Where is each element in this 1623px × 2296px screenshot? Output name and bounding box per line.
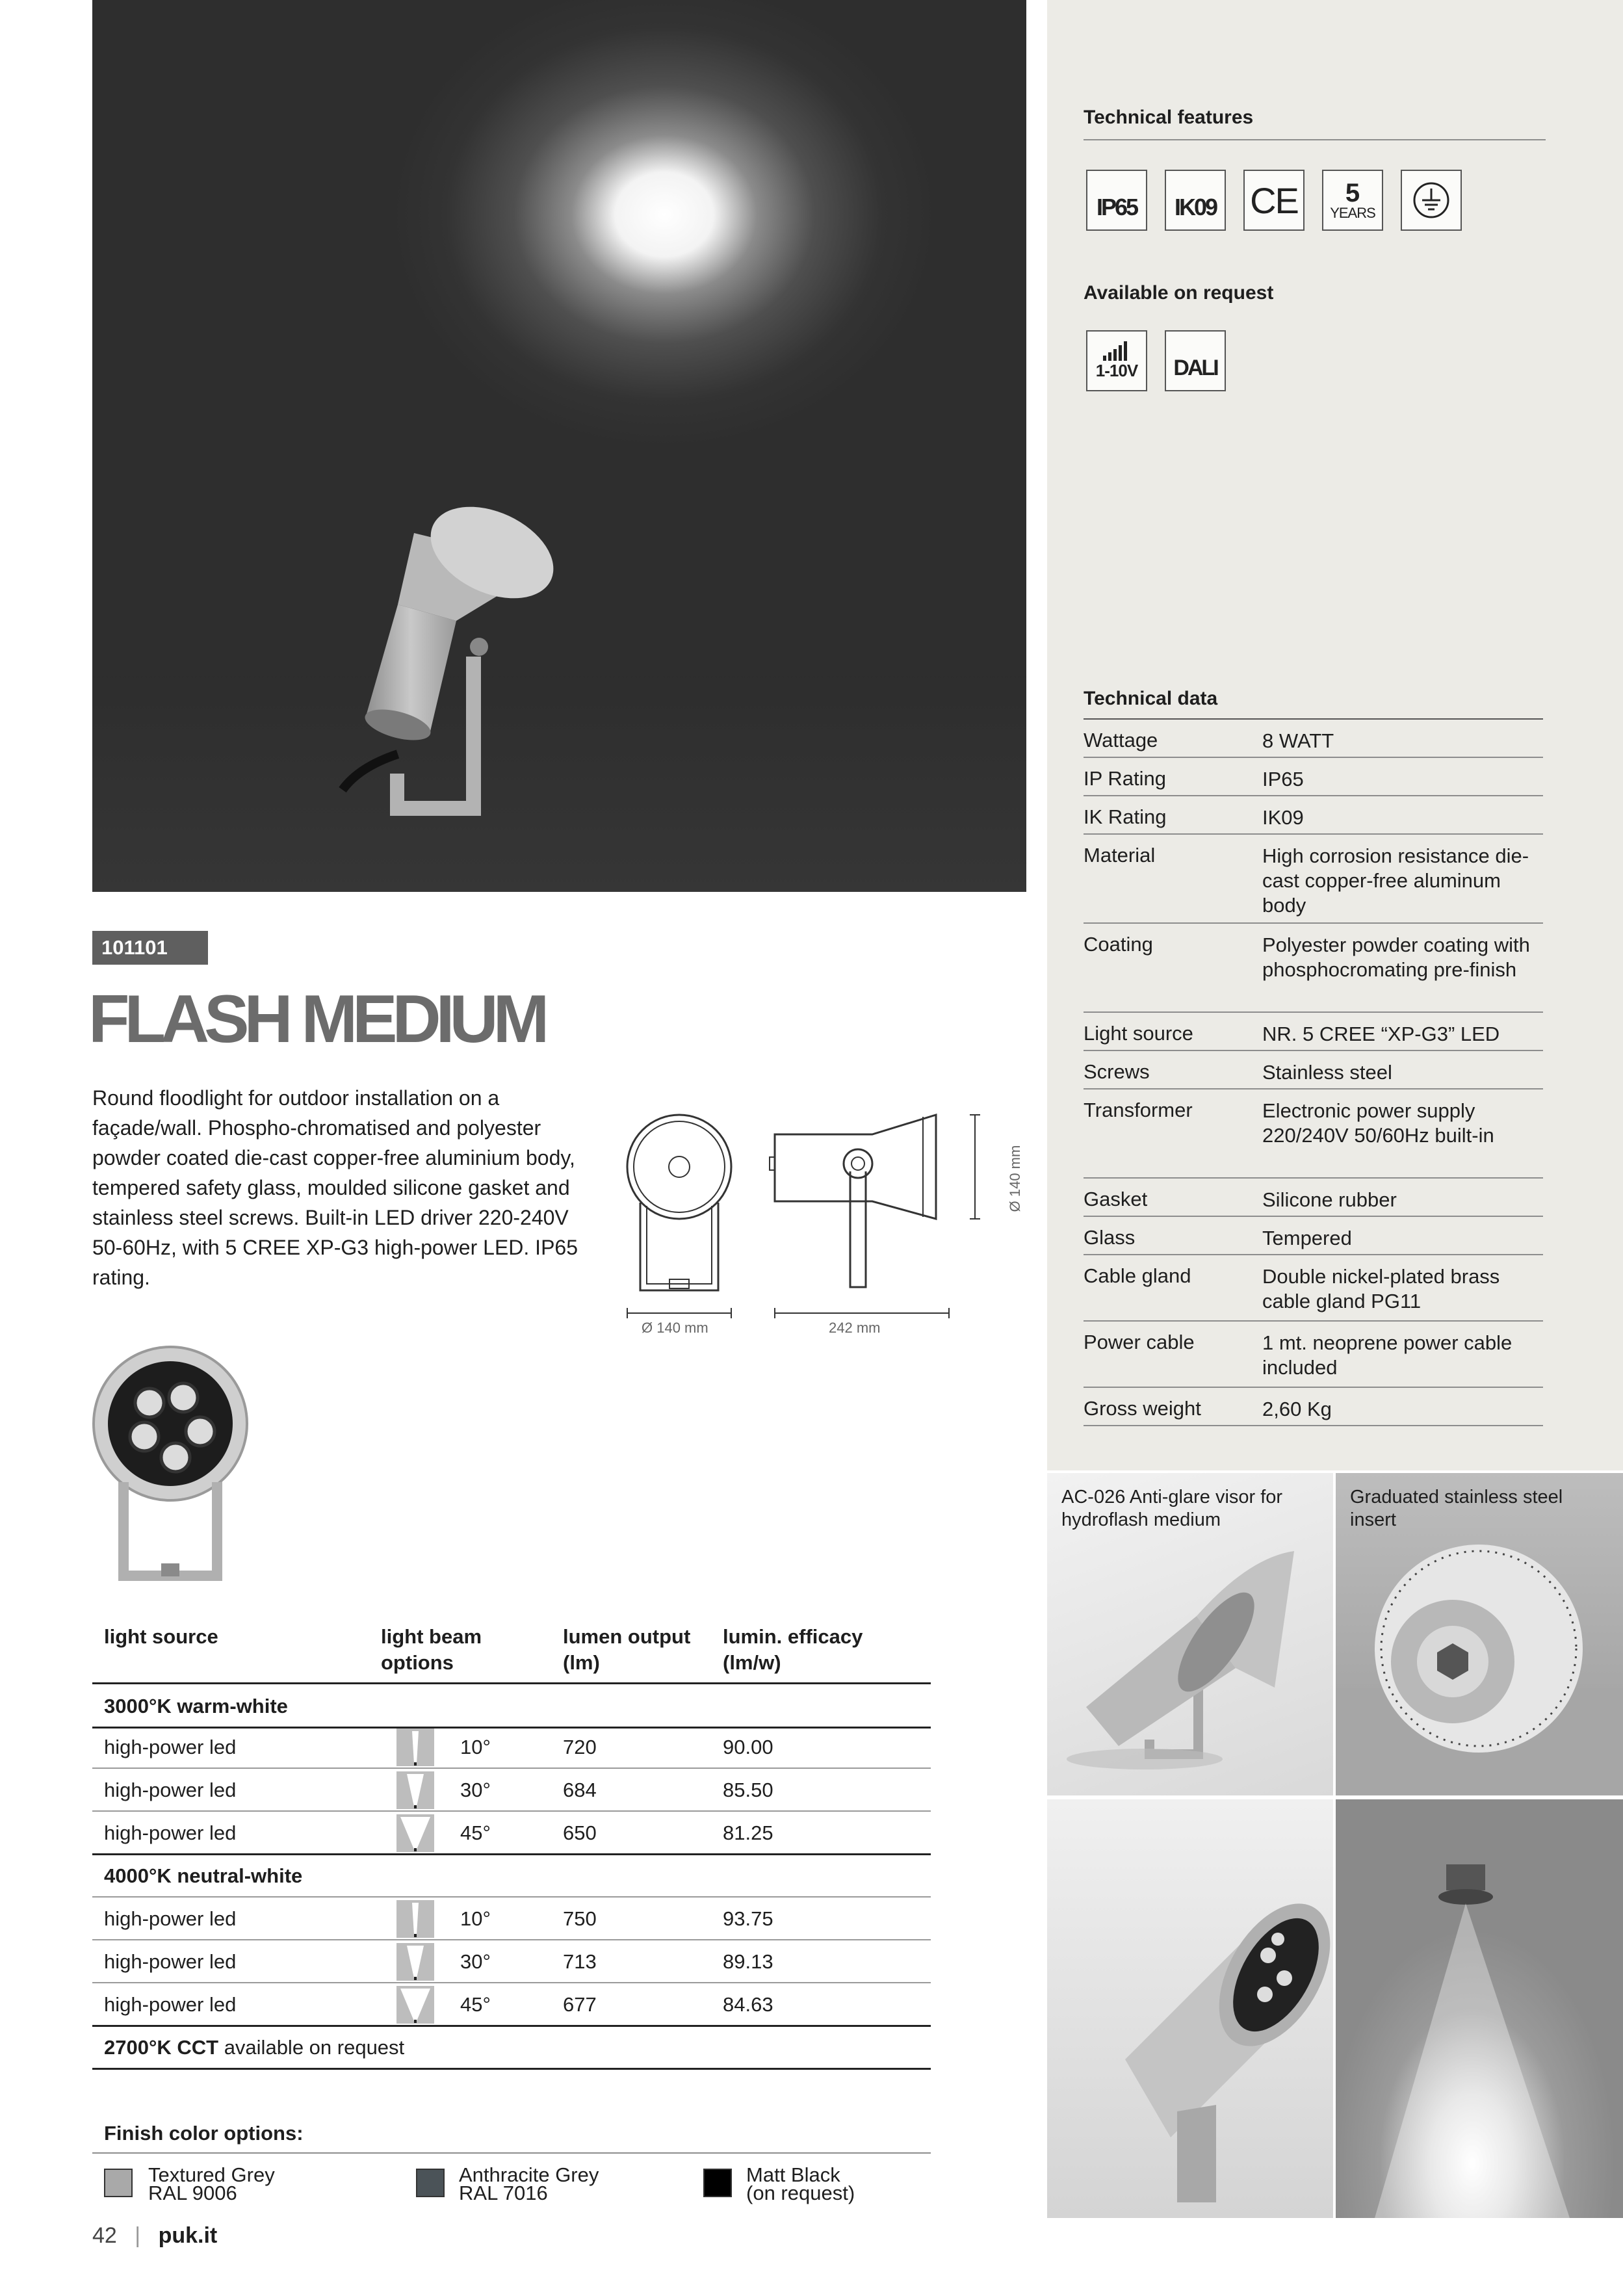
ce-mark-icon: CE (1243, 170, 1305, 231)
table-row: high-power led 30° 713 89.13 (92, 1940, 931, 1983)
col-header-light-source: light source (104, 1625, 218, 1648)
floodlight-photo (92, 0, 1026, 892)
finish-option-label: Matt Black (on request) (746, 2163, 855, 2204)
col-header-efficacy: lumin. efficacy (lm/w) (723, 1625, 863, 1674)
table-row: high-power led 30° 684 85.50 (92, 1768, 931, 1812)
earth-ground-icon (1401, 170, 1462, 231)
earth-ground-symbol (1412, 181, 1451, 220)
tech-row-cable-gland: Cable gland Double nickel-plated brass cable gland PG11 (1084, 1255, 1543, 1322)
dimension-diameter: Ø 140 mm (642, 1320, 708, 1336)
technical-data-title: Technical data (1084, 688, 1218, 709)
tech-row-gasket: Gasket Silicone rubber (1084, 1179, 1543, 1217)
front-view-product-photo (84, 1339, 260, 1586)
side-view-outline (775, 1115, 936, 1219)
tech-row-coating: Coating Polyester powder coating with phosphocromating pre-finish (1084, 924, 1543, 1013)
product-code-badge: 101101 (92, 931, 208, 965)
tech-row-ip-rating: IP Rating IP65 (1084, 758, 1543, 796)
cct-note-text: available on request (218, 2036, 405, 2059)
accessory-caption: Graduated stainless steel insert (1350, 1487, 1563, 1530)
website-link[interactable]: puk.it (158, 2223, 218, 2248)
beam-45-icon (396, 1986, 434, 2024)
front-view-outline (627, 1115, 731, 1219)
tech-row-glass: Glass Tempered (1084, 1217, 1543, 1255)
photo-floodlight-closeup (1047, 1799, 1333, 2218)
product-description: Round floodlight for outdoor installation on a façade/wall. Phospho-chromatised and polyester powder coated die-cast copper-free aluminium body, tempered safety glass, moulded silicone gasket and stainless steel screws. Built-in LED driver 220-240V 50-60Hz, with 5 CREE XP-G3 high-power LED. IP65 rating. (92, 1086, 578, 1289)
technical-features-title: Technical features (1084, 107, 1254, 128)
tech-row-screws: Screws Stainless steel (1084, 1051, 1543, 1089)
tech-row-gross-weight: Gross weight 2,60 Kg (1084, 1388, 1543, 1426)
beam-45-icon (396, 1814, 434, 1852)
ip65-icon: IP65 (1086, 170, 1147, 231)
col-header-beam: light beam options (381, 1625, 482, 1674)
beam-10-icon (396, 1729, 434, 1766)
swatch-matt-black[interactable] (703, 2169, 732, 2197)
swatch-anthracite-grey[interactable] (416, 2169, 445, 2197)
accessory-caption: AC-026 Anti-glare visor for hydroflash medium (1061, 1487, 1283, 1530)
table-row: high-power led 10° 720 90.00 (92, 1725, 931, 1769)
tech-row-material: Material High corrosion resistance die-cast copper-free aluminum body (1084, 835, 1543, 924)
accessory-photo-antiglare-visor (1047, 1473, 1333, 1795)
swatch-textured-grey[interactable] (104, 2169, 133, 2197)
warranty-icon: 5 YEARS (1322, 170, 1383, 231)
cct-note-row (92, 2026, 931, 2070)
signal-bars-icon (1102, 341, 1132, 361)
col-header-lumen: lumen output (lm) (563, 1625, 691, 1674)
wall-wash-image (1336, 1799, 1623, 2218)
page-number: 42 (92, 2223, 117, 2248)
divider (1084, 139, 1546, 140)
table-row: high-power led 45° 677 84.63 (92, 1983, 931, 2027)
dimension-drawing (617, 1099, 981, 1346)
finish-option-label: Textured Grey RAL 9006 (148, 2163, 275, 2204)
page-footer (92, 2223, 217, 2249)
dimming-1-10v-icon: 1-10V (1086, 330, 1147, 391)
beam-30-icon (396, 1943, 434, 1981)
tech-row-transformer: Transformer Electronic power supply 220/240V 50/60Hz built-in (1084, 1089, 1543, 1179)
dimension-length: 242 mm (829, 1320, 881, 1336)
divider (92, 2152, 931, 2154)
tech-row-light-source: Light source NR. 5 CREE “XP-G3” LED (1084, 1013, 1543, 1051)
finish-option-label: Anthracite Grey RAL 7016 (459, 2163, 599, 2204)
tech-row-power-cable: Power cable 1 mt. neoprene power cable included (1084, 1322, 1543, 1388)
cct-note-bold: 2700°K CCT (104, 2036, 219, 2059)
table-row: high-power led 45° 650 81.25 (92, 1811, 931, 1855)
finish-title: Finish color options: (104, 2122, 304, 2145)
accessory-photo-graduated-insert (1336, 1473, 1623, 1795)
floodlight-closeup-image (1047, 1799, 1333, 2218)
tech-row-wattage: Wattage 8 WATT (1084, 720, 1543, 758)
available-on-request-title: Available on request (1084, 282, 1274, 304)
tech-row-ik-rating: IK Rating IK09 (1084, 796, 1543, 835)
product-title: FLASH MEDIUM (88, 982, 545, 1057)
ik09-icon: IK09 (1165, 170, 1226, 231)
hero-product-photo (92, 0, 1026, 892)
group-header-3000k: 3000°K warm-white (92, 1682, 931, 1729)
group-header-4000k: 4000°K neutral-white (92, 1854, 931, 1898)
dimension-height: Ø 140 mm (1007, 1145, 1023, 1212)
dali-icon: DALI (1165, 330, 1226, 391)
footer-separator: | (135, 2223, 141, 2248)
table-row: high-power led 10° 750 93.75 (92, 1897, 931, 1940)
beam-10-icon (396, 1900, 434, 1938)
beam-30-icon (396, 1771, 434, 1809)
photo-light-effect (1336, 1799, 1623, 2218)
